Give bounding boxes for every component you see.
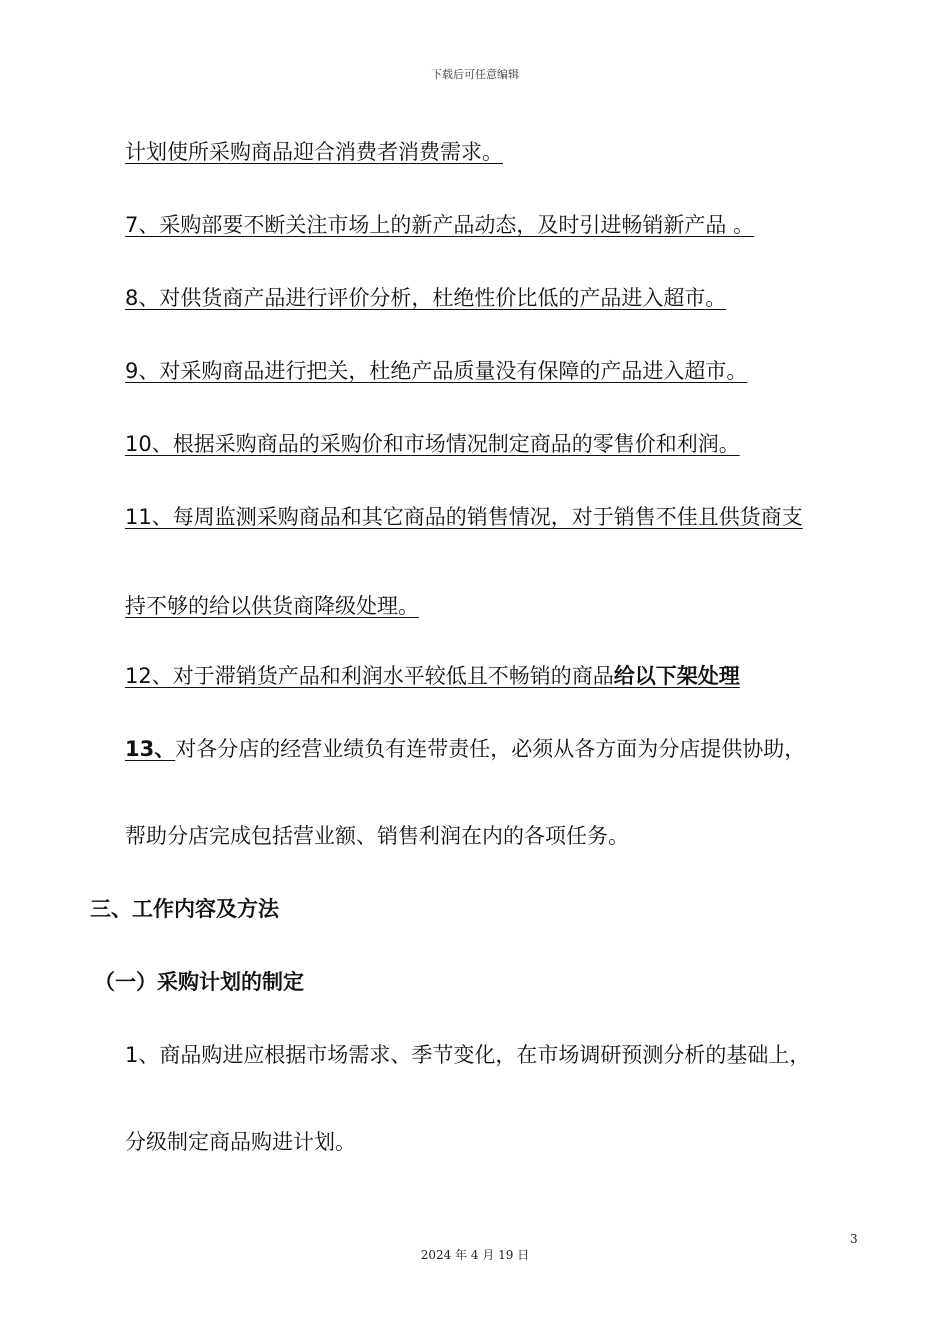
list-item-10: 10、根据采购商品的采购价和市场情况制定商品的零售价和利润。 bbox=[125, 432, 740, 456]
list-item-12 bbox=[125, 662, 740, 690]
list-item-13-number: 13、 bbox=[125, 737, 176, 761]
text-line-continuation: 计划使所采购商品迎合消费者消费需求。 bbox=[125, 140, 503, 164]
list-item-12-bold-text: 给以下架处理 bbox=[613, 664, 740, 688]
list-item-13 bbox=[125, 735, 805, 763]
paragraph-1-continued: 分级制定商品购进计划。 bbox=[125, 1130, 356, 1154]
list-item-11: 11、每周监测采购商品和其它商品的销售情况，对于销售不佳且供货商支 bbox=[125, 505, 803, 529]
page-header: 下载后可任意编辑 bbox=[431, 68, 519, 81]
list-item-11-continued: 持不够的给以供货商降级处理。 bbox=[125, 594, 419, 618]
section-heading: 三、工作内容及方法 bbox=[90, 897, 279, 921]
paragraph-1: 1、商品购进应根据市场需求、季节变化，在市场调研预测分析的基础上， bbox=[125, 1043, 811, 1067]
footer-date: 2024 年 4 月 19 日 bbox=[420, 1248, 530, 1262]
subsection-heading: （一）采购计划的制定 bbox=[94, 970, 304, 994]
list-item-13-text: 对各分店的经营业绩负有连带责任，必须从各方面为分店提供协助， bbox=[175, 737, 806, 761]
list-item-13-continued: 帮助分店完成包括营业额、销售利润在内的各项任务。 bbox=[125, 824, 629, 848]
list-item-8: 8、对供货商产品进行评价分析，杜绝性价比低的产品进入超市。 bbox=[125, 286, 727, 310]
list-item-7: 7、采购部要不断关注市场上的新产品动态，及时引进畅销新产品 。 bbox=[125, 213, 755, 237]
list-item-9: 9、对采购商品进行把关，杜绝产品质量没有保障的产品进入超市。 bbox=[125, 359, 748, 383]
list-item-12-text: 12、对于滞销货产品和利润水平较低且不畅销的商品 bbox=[125, 664, 614, 688]
page-number: 3 bbox=[850, 1232, 858, 1246]
